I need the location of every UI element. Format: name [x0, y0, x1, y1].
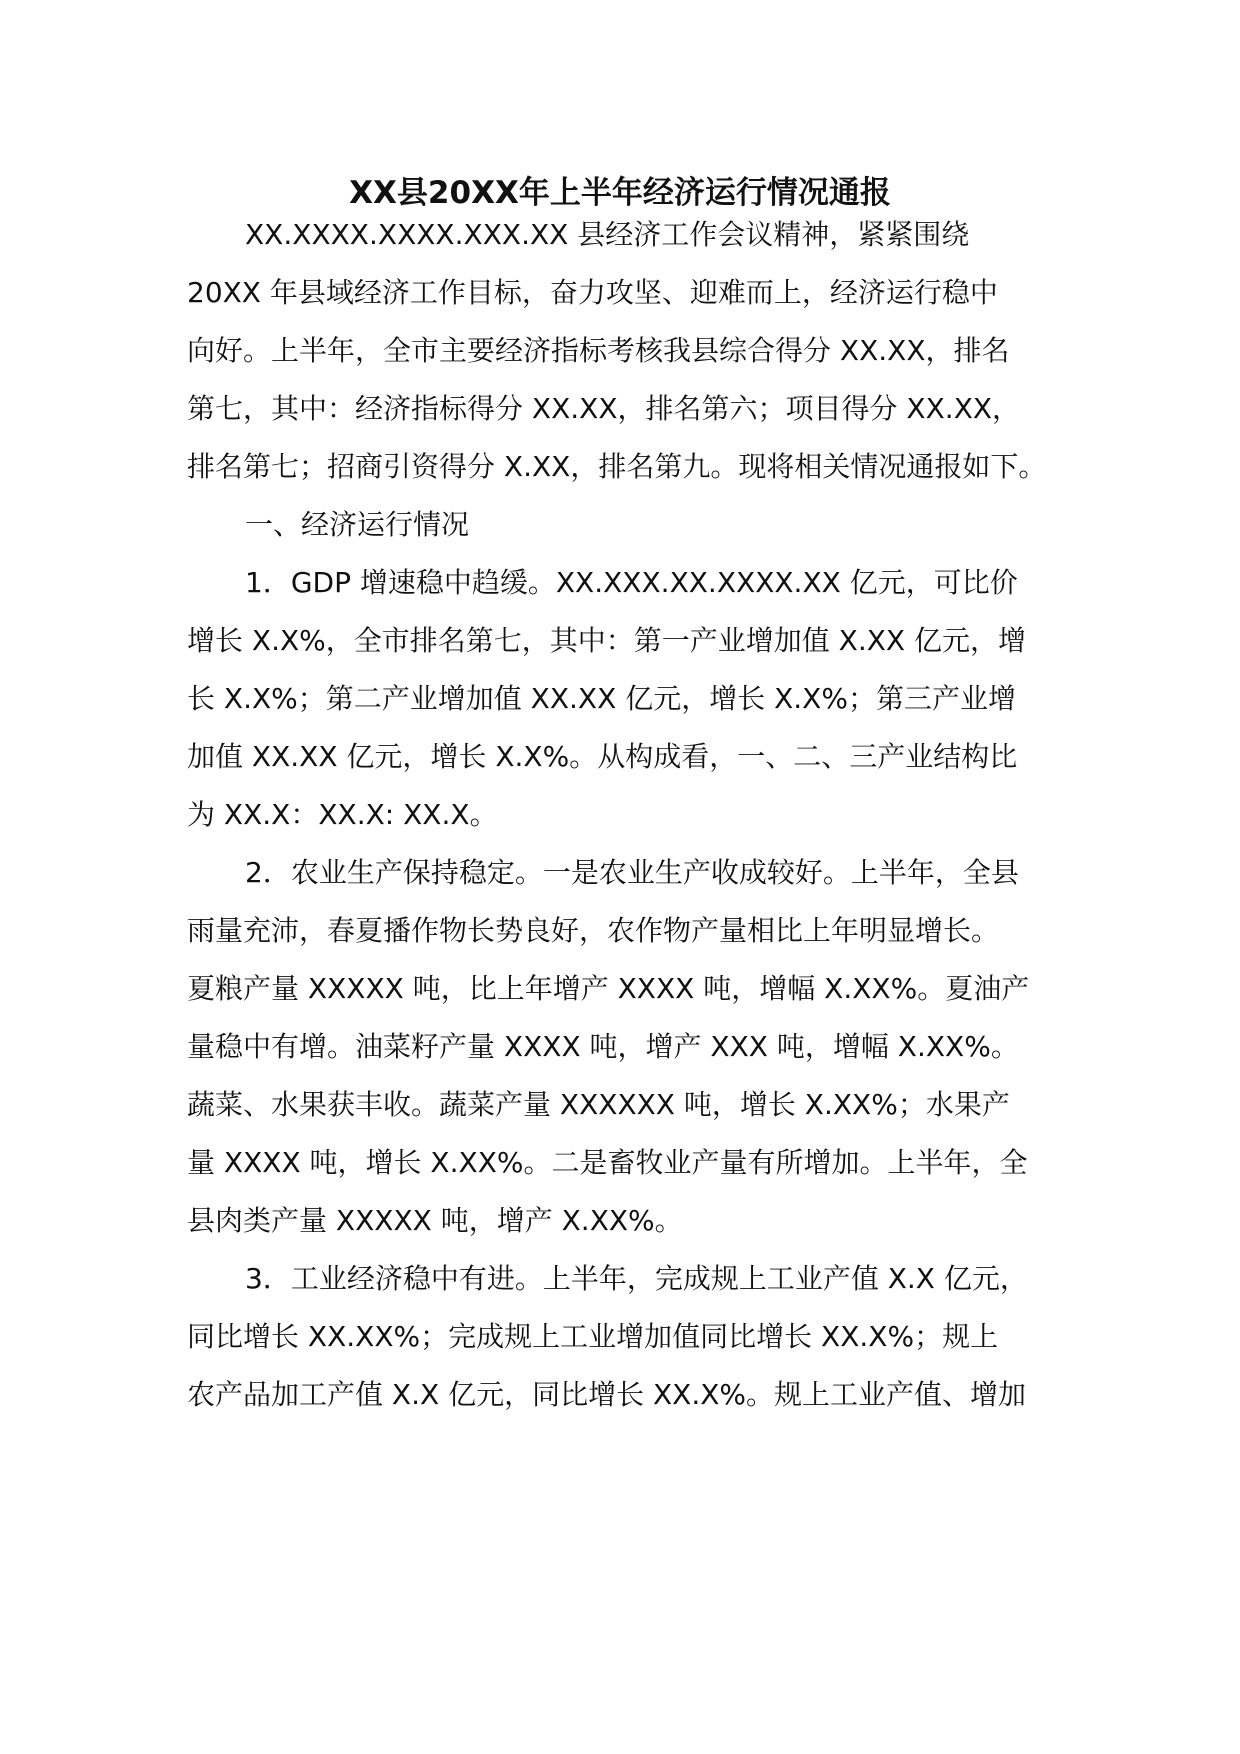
paragraph-line: 县肉类产量 XXXXX 吨，增产 X.XX%。 [187, 1204, 683, 1237]
document-title: XX县20XX年上半年经济运行情况通报 [349, 175, 891, 211]
paragraph-line: 2．农业生产保持稳定。一是农业生产收成较好。上半年，全县 [245, 856, 1019, 889]
paragraph-line: 为 XX.X：XX.X: XX.X。 [187, 798, 498, 831]
paragraph-line: 雨量充沛，春夏播作物长势良好，农作物产量相比上年明显增长。 [187, 914, 1000, 947]
paragraph-line: 加值 XX.XX 亿元，增长 X.X%。从构成看，一、二、三产业结构比 [187, 740, 1018, 773]
paragraph-line: 排名第七；招商引资得分 X.XX，排名第九。现将相关情况通报如下。 [187, 450, 1047, 483]
paragraph-line: 3．工业经济稳中有进。上半年，完成规上工业产值 X.X 亿元， [245, 1262, 1028, 1295]
paragraph-line: 长 X.X%；第二产业增加值 XX.XX 亿元，增长 X.X%；第三产业增 [187, 682, 1016, 715]
paragraph-line: 1．GDP 增速稳中趋缓。XX.XXX.XX.XXXX.XX 亿元，可比价 [245, 566, 1018, 599]
paragraph-line: 20XX 年县域经济工作目标，奋力攻坚、迎难而上，经济运行稳中 [187, 276, 998, 309]
paragraph-line: 蔬菜、水果获丰收。蔬菜产量 XXXXXX 吨，增长 X.XX%；水果产 [187, 1088, 1010, 1121]
paragraph-line: 向好。上半年，全市主要经济指标考核我县综合得分 XX.XX，排名 [187, 334, 1010, 367]
paragraph-line: XX.XXXX.XXXX.XXX.XX 县经济工作会议精神，紧紧围绕 [245, 218, 970, 251]
section-heading: 一、经济运行情况 [245, 508, 470, 541]
paragraph-line: 增长 X.X%，全市排名第七，其中：第一产业增加值 X.XX 亿元，增 [187, 624, 1027, 657]
paragraph-line: 量 XXXX 吨，增长 X.XX%。二是畜牧业产量有所增加。上半年，全 [187, 1146, 1028, 1179]
paragraph-line: 量稳中有增。油菜籽产量 XXXX 吨，增产 XXX 吨，增幅 X.XX%。 [187, 1030, 1019, 1063]
paragraph-line: 第七，其中：经济指标得分 XX.XX，排名第六；项目得分 XX.XX， [187, 392, 1021, 425]
paragraph-line: 农产品加工产值 X.X 亿元，同比增长 XX.X%。规上工业产值、增加 [187, 1378, 1027, 1411]
paragraph-line: 夏粮产量 XXXXX 吨，比上年增产 XXXX 吨，增幅 X.XX%。夏油产 [187, 972, 1030, 1005]
paragraph-line: 同比增长 XX.XX%；完成规上工业增加值同比增长 XX.X%；规上 [187, 1320, 999, 1353]
